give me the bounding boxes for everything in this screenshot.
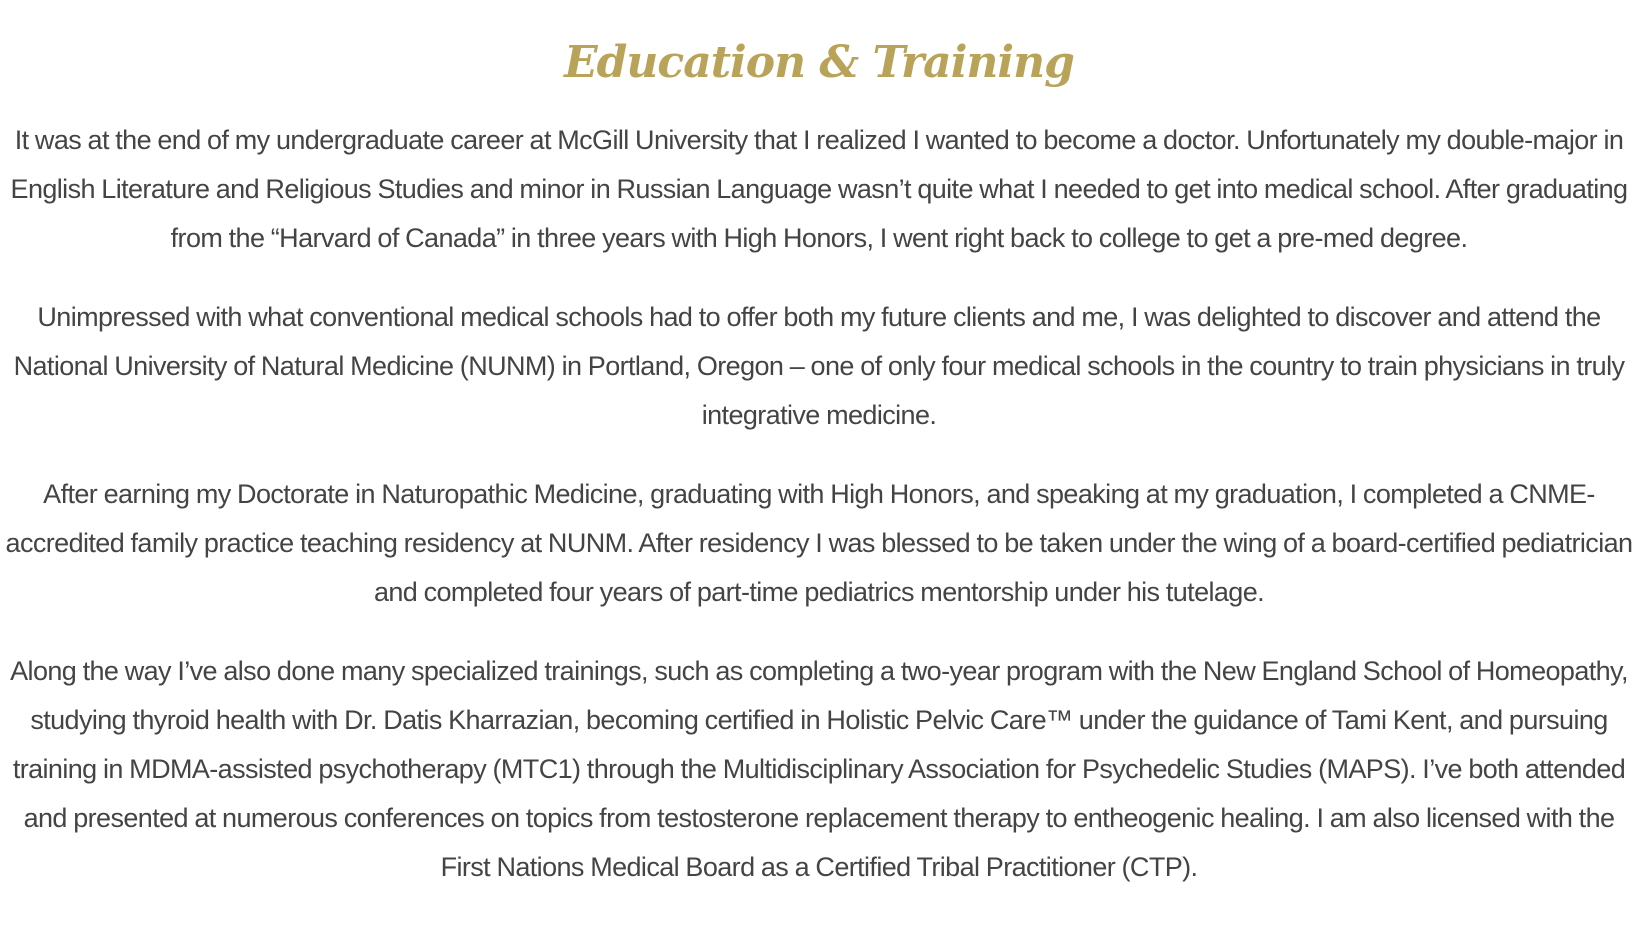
section-body [0,116,1638,892]
paragraph-residency: After earning my Doctorate in Naturopathic Medicine, graduating with High Honors, and speaking at my graduation, I completed a CNME-accredited family practice teaching residency at NUNM. After residency I was blessed to be taken under the wing of a board-certified pediatrician and completed four years of part-time pediatrics mentorship under his tutelage. [5,479,1633,607]
section-title: Education & Training [564,36,1074,88]
paragraph-undergraduate: It was at the end of my undergraduate career at McGill University that I realized I wanted to become a doctor. Unfortunately my double-major in English Literature and Religious Studies and minor in Russian Language wasn’t quite what I needed to get into medical school. After graduating from the “Harvard of Canada” in three years with High Honors, I went right back to college to get a pre-med degree. [10,125,1628,253]
paragraph-medical-school: Unimpressed with what conventional medical schools had to offer both my future clients and me, I was delighted to discover and attend the National University of Natural Medicine (NUNM) in Portland, Oregon – one of only four medical schools in the country to train physicians in truly integrative medicine. [13,302,1625,430]
paragraph-specialized-trainings: Along the way I’ve also done many specialized trainings, such as completing a two-year program with the New England School of Homeopathy, studying thyroid health with Dr. Datis Kharrazian, becoming certified in Holistic Pelvic Care™ under the guidance of Tami Kent, and pursuing training in MDMA-assisted psychotherapy (MTC1) through the Multidisciplinary Association for Psychedelic Studies (MAPS). I’ve both attended and presented at numerous conferences on topics from testosterone replacement therapy to entheogenic healing. I am also licensed with the First Nations Medical Board as a Certified Tribal Practitioner (CTP). [10,656,1628,882]
